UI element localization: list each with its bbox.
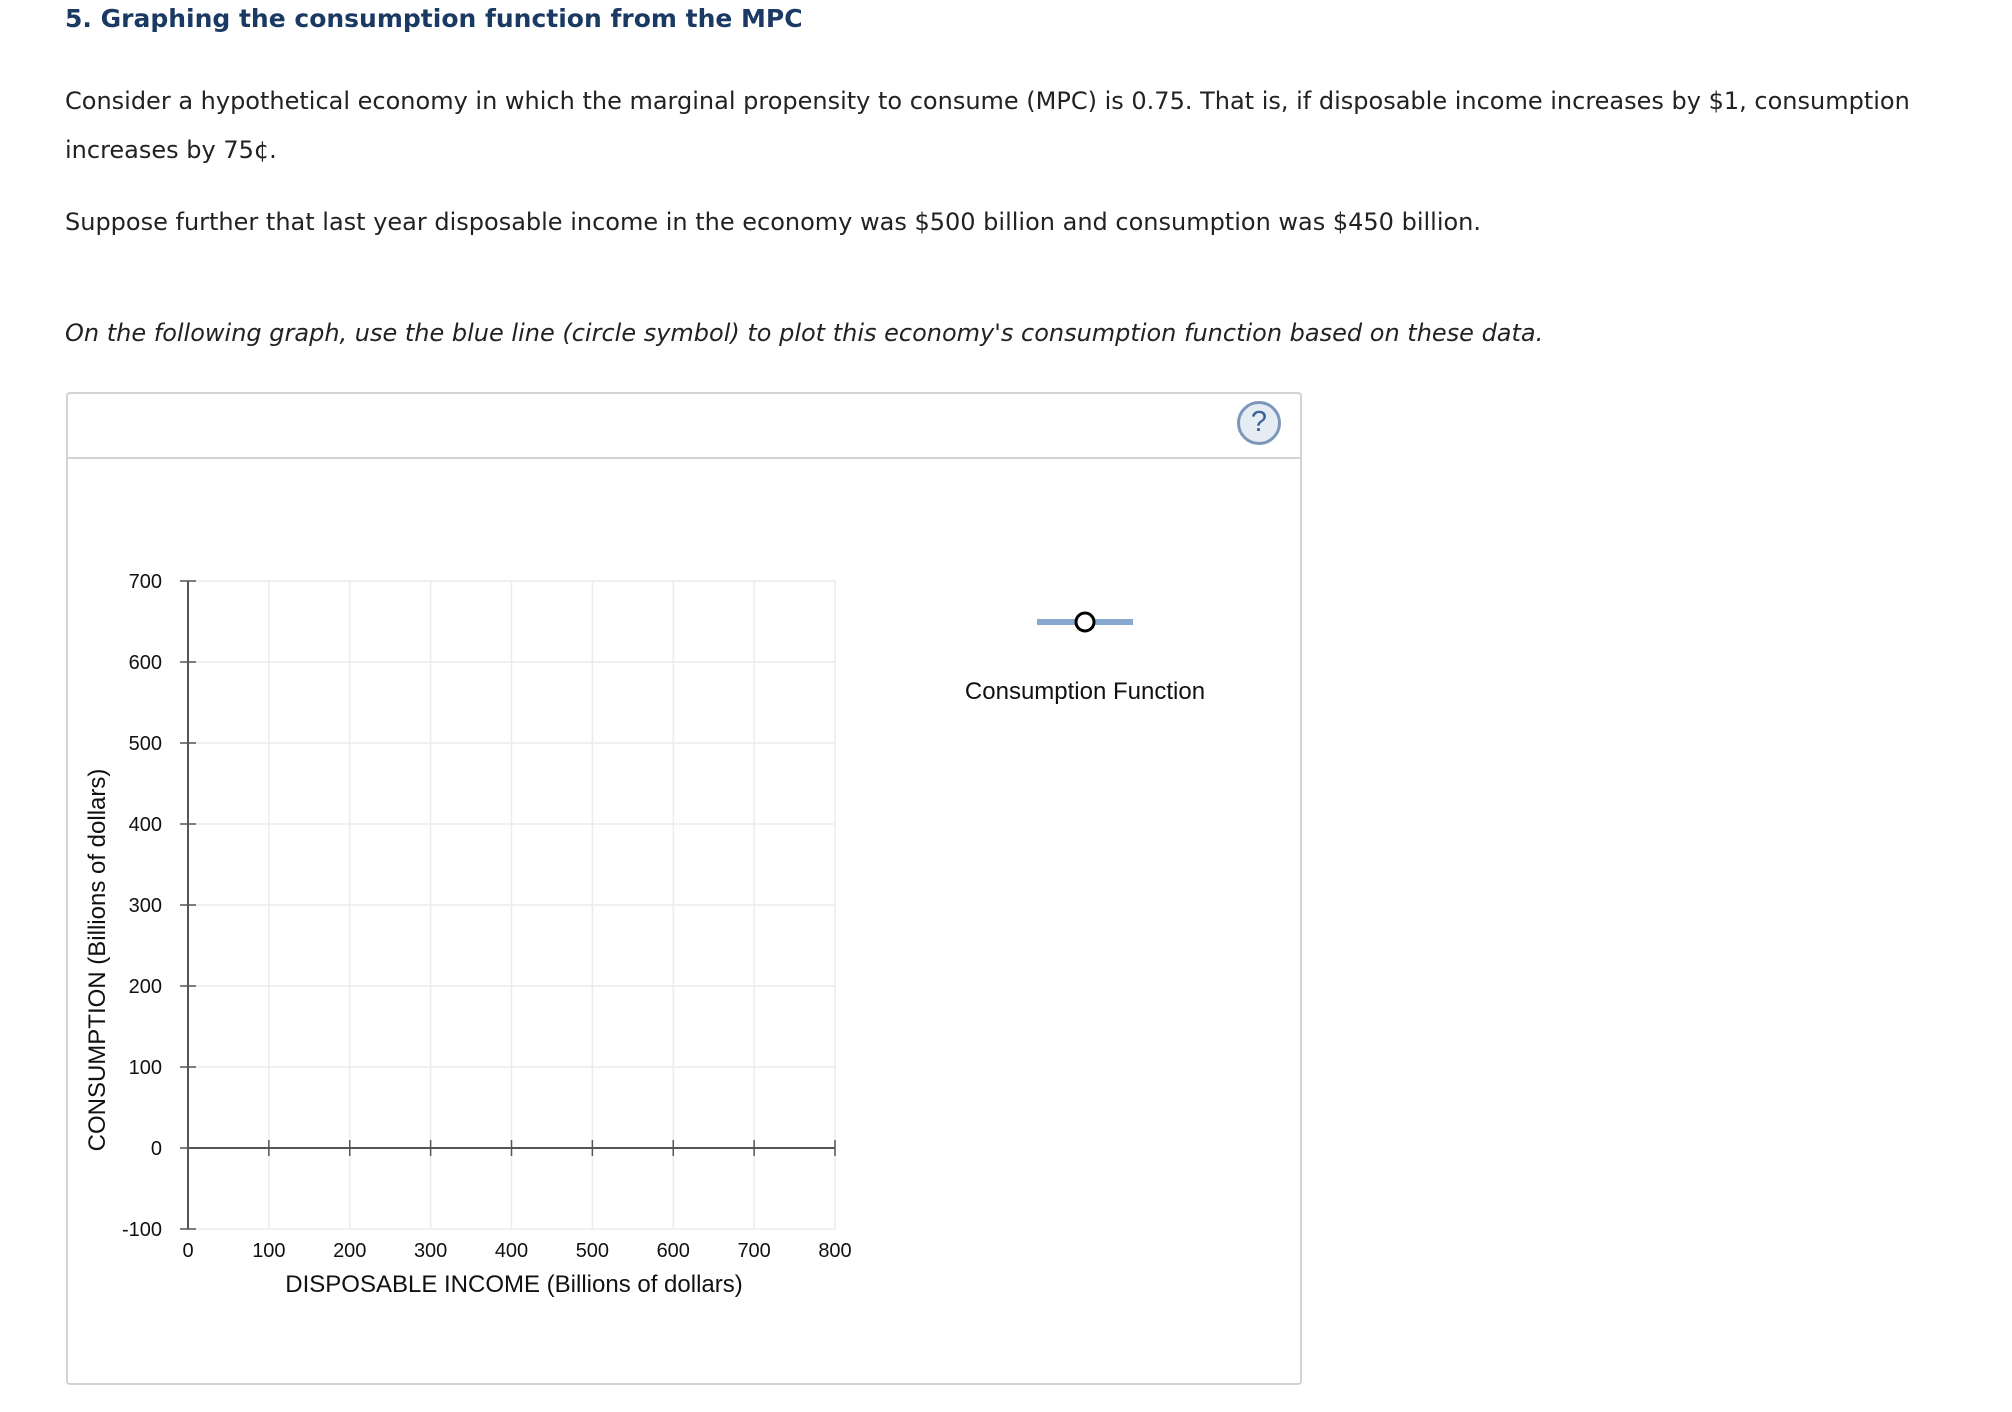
graph-instruction: On the following graph, use the blue line (circle symbol) to plot this economy's consumption function based on these data.: [65, 319, 1544, 347]
help-label: ?: [1250, 406, 1268, 438]
y-tick-label: 200: [128, 976, 162, 998]
x-tick-label: 400: [494, 1240, 529, 1262]
question-title: 5. Graphing the consumption function from the MPC: [65, 4, 803, 33]
y-tick-label: 300: [128, 895, 162, 917]
y-tick-label: 700: [128, 571, 162, 593]
y-tick-label: 500: [128, 733, 162, 755]
y-tick-label: 100: [128, 1057, 162, 1079]
legend-label: Consumption Function: [964, 678, 1206, 705]
legend: [965, 613, 1205, 705]
x-tick-label: 700: [737, 1240, 771, 1262]
x-tick-label: 0: [182, 1240, 194, 1262]
question-paragraph-data: Suppose further that last year disposable income in the economy was $500 billion and consumption was $450 billion.: [65, 208, 1482, 236]
graph-panel: [66, 392, 1302, 1385]
x-tick-label: 200: [333, 1240, 367, 1262]
y-tick-label: 0: [150, 1138, 162, 1160]
x-tick-label: 300: [413, 1240, 448, 1262]
x-tick-label: 800: [818, 1240, 852, 1262]
grid-lines: [188, 581, 835, 1229]
x-tick-label: 100: [252, 1240, 286, 1262]
consumption-graph[interactable]: [68, 394, 1302, 1384]
x-tick-label: 600: [656, 1240, 690, 1262]
legend-circle-symbol[interactable]: [1076, 613, 1094, 631]
y-axis-title: CONSUMPTION (Billions of dollars): [84, 768, 111, 1152]
x-tick-label: 500: [575, 1240, 610, 1262]
y-tick-label: 600: [128, 652, 162, 674]
x-axis-title: DISPOSABLE INCOME (Billions of dollars): [285, 1271, 743, 1298]
tick-labels: [122, 571, 852, 1262]
question-paragraph-mpc: Consider a hypothetical economy in which the marginal propensity to consume (MPC) is 0.75. That is, if disposable income increases by $1, consumption increases by 75¢.: [65, 87, 1910, 164]
y-tick-label: -100: [121, 1219, 162, 1241]
y-tick-label: 400: [128, 814, 162, 836]
